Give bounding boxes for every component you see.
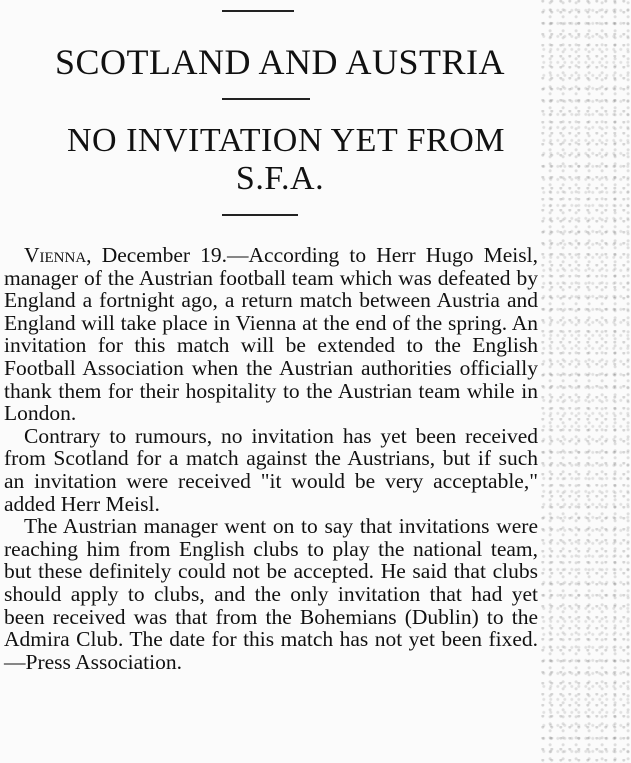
headline: SCOTLAND AND AUSTRIA (54, 42, 506, 82)
article-body (4, 244, 538, 673)
print-noise (541, 0, 631, 763)
top-rule (222, 10, 294, 12)
subheadline-line-1: NO INVITATION YET FROM (67, 122, 505, 159)
middle-rule (222, 98, 310, 100)
dateline: Vienna, (24, 243, 92, 267)
subheadline-line-2: S.F.A. (235, 160, 325, 197)
paragraph-2: Contrary to rumours, no invitation has yet been received from Scotland for a match against the Austrians, but if such an invitation were received "it would be very acceptable," added Herr Meisl. (4, 423, 538, 516)
bottom-rule (222, 214, 298, 216)
paragraph-1 (4, 244, 538, 425)
paragraph-3: The Austrian manager went on to say that invitations were reaching him from English clubs to play the national team, but these definitely could not be accepted. He said that clubs should apply to clubs, and the only invitation that had yet been received was that from the Bohemians (Dublin) to the Admira Club. The date for this match has not yet been fixed.—Press Association. (4, 514, 538, 674)
paragraph-1-text: December 19.—According to Herr Hugo Meisl, manager of the Austrian football team which was defeated by England a fortnight ago, a return match between Austria and England will take place in Vienna at the end of the spring. An invitation for this match will be extended to the English Football Association when the Austrian authorities officially thank them for their hospitality to the Austrian team while in London. (4, 243, 538, 426)
